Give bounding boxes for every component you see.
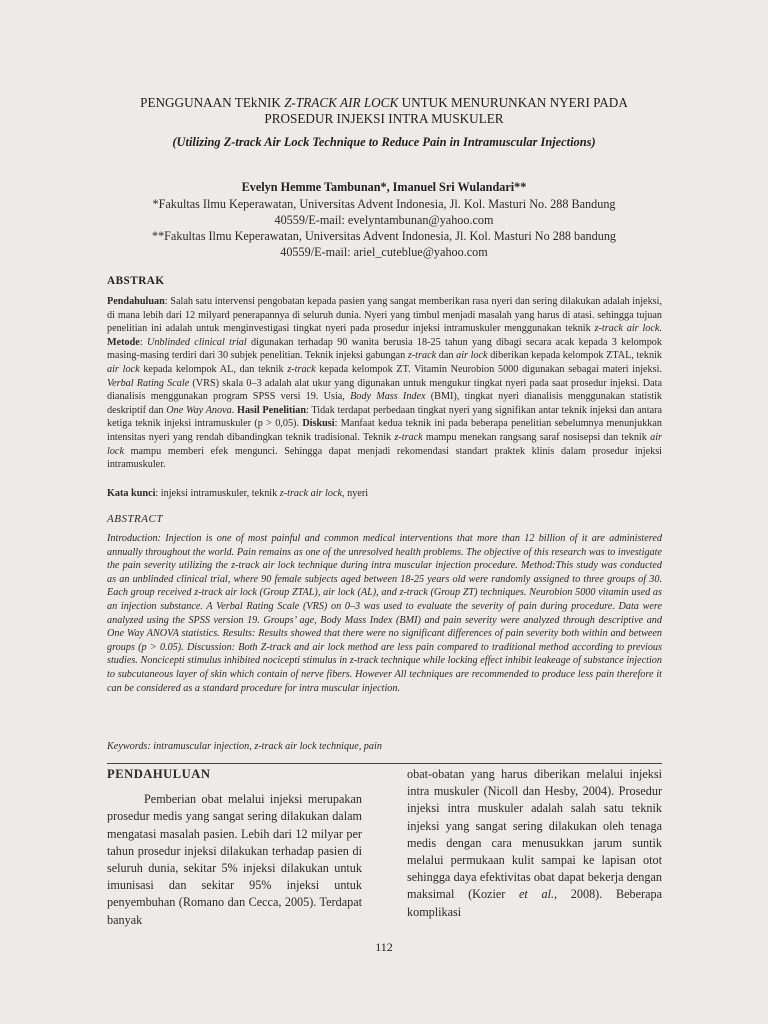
paper-title: [100, 95, 668, 127]
abstrak-text: kepada kelompok AL, dan teknik: [139, 363, 288, 375]
abstract-heading: ABSTRACT: [107, 513, 163, 525]
abstrak-text: : Manfaat kedua teknik ini pada beberapa penelitian sebelumnya menunjukkan intensitas nyeri yang rendah dibandingkan teknik tradisional. Teknik: [107, 418, 663, 443]
affiliation-email: 40559/E-mail: ariel_cuteblue@yahoo.com: [280, 245, 488, 259]
label-hasil: Hasil Penelitian: [237, 404, 306, 416]
kata-kunci: [107, 487, 662, 501]
intro-paragraph: Pemberian obat melalui injeksi merupakan prosedur medis yang sangat sering dilakukan dalam mengatasi masalah pasien. Lebih dari 12 milyar per tahun prosedur injeksi dilakukan terhadap pasien di seluruh dunia, sekitar 5% injeksi dilakukan untuk imunisasi dan sekitar 95% injeksi untuk penyembuhan (Romano dan Cecca, 2005). Terdapat banyak: [107, 792, 362, 927]
section-divider: [107, 763, 662, 764]
abstrak-italic: One Way Anova: [166, 404, 232, 416]
kata-kunci-text: , nyeri: [342, 488, 369, 499]
page-number: 112: [375, 940, 393, 954]
affiliation-email: 40559/E-mail: evelyntambunan@yahoo.com: [274, 213, 494, 227]
abstrak-text: :: [139, 336, 147, 348]
abstrak-text: dan: [436, 350, 457, 362]
abstrak-italic: air lock: [107, 363, 140, 375]
affiliation-1: [100, 196, 668, 228]
label-pendahuluan: Pendahuluan: [107, 296, 165, 307]
right-column-text: obat-obatan yang harus diberikan melalui injeksi intra muskuler (Nicoll dan Hesby, 2004). Prosedur injeksi intra muskuler adalah salah satu teknik injeksi yang sangat sering dilakukan oleh tenaga medis dengan cara menusukkan jarum suntik melalui permukaan kulit sampai ke lapisan otot sehingga daya efektivitas obat dapat bekerja dengan maksimal (Kozier: [407, 767, 662, 902]
label-diskusi: Diskusi: [302, 418, 335, 430]
title-line2: PROSEDUR INJEKSI INTRA MUSKULER: [264, 111, 504, 126]
abstrak-italic: Unblinded clinical trial: [146, 336, 247, 348]
abstrak-italic: Body Mass Index: [350, 391, 426, 403]
abstrak-italic: z-track: [394, 431, 423, 443]
kata-kunci-text: : injeksi intramuskuler, teknik: [155, 488, 280, 499]
abstrak-text: (VRS) skala 0–3 adalah alat ukur yang digunakan untuk mengukur tingkat nyeri pada saat prosedur injeksi. Data dianalisis menggunakan program SPSS versi 19. Usia,: [107, 377, 662, 403]
right-column-text: 2008). Beberapa komplikasi: [407, 887, 662, 919]
abstrak-heading: ABSTRAK: [107, 275, 165, 287]
kata-kunci-label: Kata kunci: [107, 488, 156, 499]
affiliation-line: **Fakultas Ilmu Keperawatan, Universitas Advent Indonesia, Jl. Kol. Masturi No 288 bandung: [151, 229, 617, 243]
right-column: [407, 766, 662, 921]
right-column-italic: et al.,: [519, 887, 558, 902]
keywords: Keywords: intramuscular injection, z-track air lock technique, pain: [107, 741, 382, 752]
abstrak-text: mampu memberi efek mengunci. Sehingga dapat menjadi rekomendasi standart praktek klinis dalam prosedur injeksi intramuskuler.: [107, 445, 662, 471]
affiliation-line: *Fakultas Ilmu Keperawatan, Universitas Advent Indonesia, Jl. Kol. Masturi No. 288 Bandung: [152, 197, 616, 211]
abstrak-italic: air lock: [456, 350, 488, 362]
title-part: UNTUK MENURUNKAN NYERI PADA: [398, 95, 628, 110]
abstrak-text: : Salah satu intervensi pengobatan kepada pasien yang sangat memberikan rasa nyeri dan sering dilakukan adalah injeksi, di mana lebih dari 12 milyard penerapannya di seluruh dunia. Nyeri yang timbul menjadi masalah yang harus di atasi. sehingga tujuan penelitian ini adalah untuk menginvestigasi tingkat nyeri pada prosedur injeksi intramuskuler menggunakan teknik: [107, 296, 662, 335]
abstrak-italic: z-track: [287, 363, 316, 375]
abstrak-text: digunakan terhadap 90 wanita berusia 18-25 tahun yang dibagi secara acak kepada 3 kelompok masing-masing terdiri dari 30 subjek penelitian. Teknik injeksi gabungan: [107, 336, 662, 362]
abstrak-italic: z-track: [407, 350, 437, 362]
abstrak-italic: Verbal Rating Scale: [107, 377, 190, 389]
abstrak-text: .: [231, 404, 238, 416]
abstrak-text: mampu menekan rangsang saraf nosisepsi dan teknik: [422, 431, 651, 443]
abstrak-text: : Tidak terdapat perbedaan tingkat nyeri yang signifikan antar teknik injeksi dan antara ketiga teknik injeksi intramuskuler (p > 0,05).: [107, 404, 663, 430]
abstract-body: Introduction: Injection is one of most painful and common medical interventions that more than 12 billion of it are administered annually throughout the world. Pain remains as one of the unresolved health problems. The objective of this research was to investigate the pain severity utilizing the z-track air lock technique during intra muscular injection procedure. Method:This study was conducted as an unblinded clinical trial, where 90 female subjects aged between 18-25 years old were randomly assigned to three groups of 30. Each group received z-track air lock (Group ZTAL), air lock (AL), and z-track (Group ZT) techniques. Neurobion 5000 vitamin used as an injection substance. A Verbal Rating Scale (VRS) on 0–3 was used to evaluate the severity of pain during procedure. Data were analyzed using the SPSS version 19. Groups’ age, Body Mass Index (BMI) and pain severity were analyzed through descriptive and One Way ANOVA statistics. Results: Results showed that there were no significant differences of pain severity both within and between groups (p > 0.05). Discussion: Both Z-track and air lock method are less pain compared to traditional method according to previous studies. Noncicepti stimulus inhibited nocicepti stimulus in z-track technique while locking effect inhibit leakeage of substance injection to subcutaneous layer of skin which contain of nerve fibers. However All techniques are recommended to produce less pain therefore it can be considered as a standard procedure for intra muscular injection.: [107, 533, 662, 694]
kata-kunci-italic: z-track air lock: [279, 488, 343, 499]
affiliation-2: [100, 228, 668, 260]
section-heading: PENDAHULUAN: [107, 767, 211, 781]
left-column: [107, 766, 362, 929]
paper-subtitle: (Utilizing Z-track Air Lock Technique to Reduce Pain in Intramuscular Injections): [172, 135, 596, 149]
title-italic: Z-TRACK AIR LOCK: [284, 95, 399, 110]
abstrak-text: (BMI), tingkat nyeri dianalisis menggunakan statistik deskriptif dan: [107, 391, 662, 416]
abstrak-italic: z-track air lock.: [594, 323, 662, 335]
authors: Evelyn Hemme Tambunan*, Imanuel Sri Wulandari**: [241, 180, 527, 194]
abstrak-italic: air lock: [107, 431, 662, 457]
abstrak-text: kepada kelompok ZT. Vitamin Neurobion 5000 digunakan sebagai materi injeksi.: [315, 363, 662, 375]
abstrak-text: diberikan kepada kelompok ZTAL, teknik: [487, 350, 662, 362]
label-metode: Metode: [107, 336, 140, 348]
abstrak-body: [107, 295, 662, 472]
title-part: PENGGUNAAN TEkNIK: [140, 95, 285, 110]
